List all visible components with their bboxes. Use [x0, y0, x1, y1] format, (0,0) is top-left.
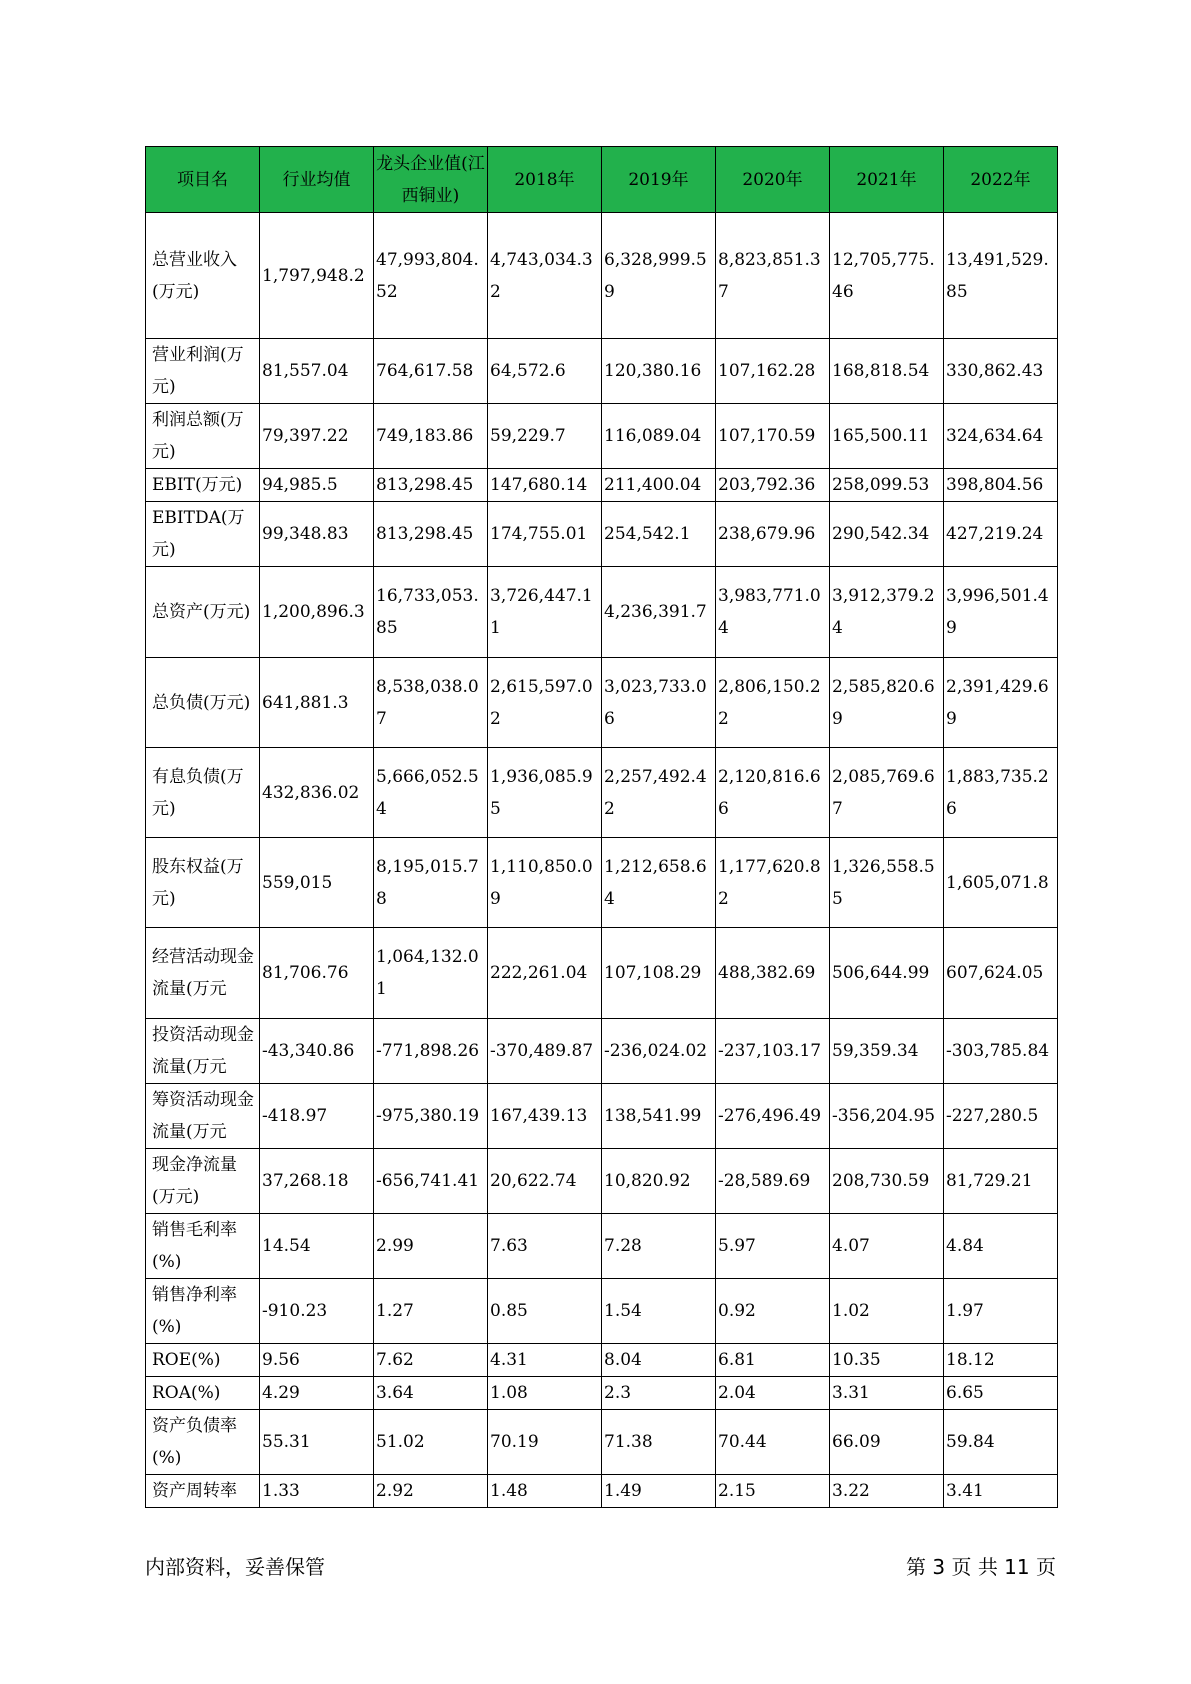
- table-cell: 1.54: [602, 1279, 716, 1344]
- table-cell: 4,743,034.32: [488, 213, 602, 339]
- table-cell: 258,099.53: [830, 469, 944, 502]
- header-year-2022: 2022年: [944, 147, 1058, 213]
- table-cell: 167,439.13: [488, 1084, 602, 1149]
- row-label-cell: 投资活动现金流量(万元: [146, 1019, 260, 1084]
- header-year-2021: 2021年: [830, 147, 944, 213]
- table-cell: 427,219.24: [944, 502, 1058, 567]
- table-cell: 4,236,391.7: [602, 567, 716, 658]
- table-cell: 3,912,379.24: [830, 567, 944, 658]
- table-row: [146, 1019, 1058, 1084]
- table-cell: -236,024.02: [602, 1019, 716, 1084]
- table-cell: 5,666,052.54: [374, 748, 488, 838]
- table-cell: 3.22: [830, 1475, 944, 1508]
- table-cell: 4.07: [830, 1214, 944, 1279]
- table-cell: 641,881.3: [260, 658, 374, 748]
- table-cell: 165,500.11: [830, 404, 944, 469]
- table-cell: -303,785.84: [944, 1019, 1058, 1084]
- table-cell: 1.49: [602, 1475, 716, 1508]
- table-cell: 488,382.69: [716, 928, 830, 1019]
- row-label-cell: 营业利润(万元): [146, 339, 260, 404]
- table-cell: 3,023,733.06: [602, 658, 716, 748]
- row-label-cell: 总营业收入(万元): [146, 213, 260, 339]
- table-cell: 3,983,771.04: [716, 567, 830, 658]
- table-header-row: [146, 147, 1058, 213]
- row-label-cell: 资产负债率(%): [146, 1410, 260, 1475]
- table-cell: 20,622.74: [488, 1149, 602, 1214]
- table-cell: 1,797,948.2: [260, 213, 374, 339]
- table-cell: 2.99: [374, 1214, 488, 1279]
- table-cell: 506,644.99: [830, 928, 944, 1019]
- table-cell: 168,818.54: [830, 339, 944, 404]
- table-cell: -975,380.19: [374, 1084, 488, 1149]
- table-cell: 1,326,558.55: [830, 838, 944, 928]
- financial-data-table: [145, 146, 1058, 1508]
- row-label-cell: 总负债(万元): [146, 658, 260, 748]
- table-body: [146, 213, 1058, 1508]
- table-cell: 59,359.34: [830, 1019, 944, 1084]
- header-item-name: 项目名: [146, 147, 260, 213]
- table-cell: 2,585,820.69: [830, 658, 944, 748]
- table-cell: 16,733,053.85: [374, 567, 488, 658]
- table-cell: 51.02: [374, 1410, 488, 1475]
- table-cell: 4.29: [260, 1377, 374, 1410]
- table-cell: 211,400.04: [602, 469, 716, 502]
- table-cell: 81,706.76: [260, 928, 374, 1019]
- table-cell: 290,542.34: [830, 502, 944, 567]
- row-label-cell: 股东权益(万元): [146, 838, 260, 928]
- table-cell: 0.85: [488, 1279, 602, 1344]
- table-cell: 120,380.16: [602, 339, 716, 404]
- table-cell: 47,993,804.52: [374, 213, 488, 339]
- table-cell: -418.97: [260, 1084, 374, 1149]
- row-label-cell: 资产周转率: [146, 1475, 260, 1508]
- table-cell: 2.3: [602, 1377, 716, 1410]
- header-year-2020: 2020年: [716, 147, 830, 213]
- table-cell: -356,204.95: [830, 1084, 944, 1149]
- table-cell: 81,557.04: [260, 339, 374, 404]
- table-cell: -227,280.5: [944, 1084, 1058, 1149]
- table-row: [146, 339, 1058, 404]
- table-cell: 3,996,501.49: [944, 567, 1058, 658]
- row-label-cell: 筹资活动现金流量(万元: [146, 1084, 260, 1149]
- table-cell: 13,491,529.85: [944, 213, 1058, 339]
- row-label-cell: 总资产(万元): [146, 567, 260, 658]
- header-year-2018: 2018年: [488, 147, 602, 213]
- table-cell: 70.44: [716, 1410, 830, 1475]
- row-label-cell: EBITDA(万元): [146, 502, 260, 567]
- table-cell: 1,936,085.95: [488, 748, 602, 838]
- table-cell: 7.62: [374, 1344, 488, 1377]
- header-industry-average: 行业均值: [260, 147, 374, 213]
- row-label-cell: 经营活动现金流量(万元: [146, 928, 260, 1019]
- row-label-cell: 现金净流量(万元): [146, 1149, 260, 1214]
- table-cell: 1,064,132.01: [374, 928, 488, 1019]
- table-cell: 59,229.7: [488, 404, 602, 469]
- table-cell: 94,985.5: [260, 469, 374, 502]
- table-row: [146, 502, 1058, 567]
- table-cell: 55.31: [260, 1410, 374, 1475]
- table-row: [146, 748, 1058, 838]
- table-row: [146, 1214, 1058, 1279]
- table-cell: 3.41: [944, 1475, 1058, 1508]
- row-label-cell: 有息负债(万元): [146, 748, 260, 838]
- table-cell: 4.31: [488, 1344, 602, 1377]
- table-row: [146, 1377, 1058, 1410]
- table-cell: 2,257,492.42: [602, 748, 716, 838]
- header-year-2019: 2019年: [602, 147, 716, 213]
- table-cell: -28,589.69: [716, 1149, 830, 1214]
- table-cell: 1,200,896.3: [260, 567, 374, 658]
- table-cell: 0.92: [716, 1279, 830, 1344]
- table-cell: 18.12: [944, 1344, 1058, 1377]
- table-cell: 238,679.96: [716, 502, 830, 567]
- table-cell: 6,328,999.59: [602, 213, 716, 339]
- table-cell: 8,538,038.07: [374, 658, 488, 748]
- table-cell: 64,572.6: [488, 339, 602, 404]
- footer-confidential-note: 内部资料，妥善保管: [145, 1555, 325, 1579]
- table-cell: -370,489.87: [488, 1019, 602, 1084]
- header-leading-company: 龙头企业值(江西铜业): [374, 147, 488, 213]
- table-cell: 1.08: [488, 1377, 602, 1410]
- table-cell: 2,391,429.69: [944, 658, 1058, 748]
- table-cell: 813,298.45: [374, 502, 488, 567]
- table-cell: 749,183.86: [374, 404, 488, 469]
- table-cell: 2,085,769.67: [830, 748, 944, 838]
- footer-page-number: 第 3 页 共 11 页: [906, 1555, 1056, 1579]
- table-row: [146, 658, 1058, 748]
- table-cell: 559,015: [260, 838, 374, 928]
- table-row: [146, 1149, 1058, 1214]
- table-cell: 1,883,735.26: [944, 748, 1058, 838]
- table-cell: 1,212,658.64: [602, 838, 716, 928]
- table-cell: 70.19: [488, 1410, 602, 1475]
- table-cell: 1.33: [260, 1475, 374, 1508]
- table-cell: 14.54: [260, 1214, 374, 1279]
- table-cell: 813,298.45: [374, 469, 488, 502]
- table-cell: 222,261.04: [488, 928, 602, 1019]
- table-cell: -910.23: [260, 1279, 374, 1344]
- table-cell: 1,110,850.09: [488, 838, 602, 928]
- table-cell: 2,806,150.22: [716, 658, 830, 748]
- table-cell: 432,836.02: [260, 748, 374, 838]
- table-cell: 203,792.36: [716, 469, 830, 502]
- row-label-cell: EBIT(万元): [146, 469, 260, 502]
- table-row: [146, 838, 1058, 928]
- table-row: [146, 404, 1058, 469]
- table-cell: 6.65: [944, 1377, 1058, 1410]
- table-row: [146, 1475, 1058, 1508]
- table-cell: 147,680.14: [488, 469, 602, 502]
- row-label-cell: ROE(%): [146, 1344, 260, 1377]
- row-label-cell: 销售毛利率(%): [146, 1214, 260, 1279]
- row-label-cell: 利润总额(万元): [146, 404, 260, 469]
- table-cell: 2,120,816.66: [716, 748, 830, 838]
- table-cell: 398,804.56: [944, 469, 1058, 502]
- table-cell: 81,729.21: [944, 1149, 1058, 1214]
- table-cell: 764,617.58: [374, 339, 488, 404]
- table-cell: 10.35: [830, 1344, 944, 1377]
- table-cell: 79,397.22: [260, 404, 374, 469]
- table-cell: 8.04: [602, 1344, 716, 1377]
- row-label-cell: 销售净利率(%): [146, 1279, 260, 1344]
- table-cell: 59.84: [944, 1410, 1058, 1475]
- table-cell: 37,268.18: [260, 1149, 374, 1214]
- table-cell: 9.56: [260, 1344, 374, 1377]
- table-row: [146, 1279, 1058, 1344]
- table-cell: 3,726,447.11: [488, 567, 602, 658]
- table-cell: 99,348.83: [260, 502, 374, 567]
- table-cell: 7.63: [488, 1214, 602, 1279]
- table-cell: 2,615,597.02: [488, 658, 602, 748]
- table-cell: -276,496.49: [716, 1084, 830, 1149]
- table-cell: 1,605,071.8: [944, 838, 1058, 928]
- table-row: [146, 1084, 1058, 1149]
- table-cell: 4.84: [944, 1214, 1058, 1279]
- table-cell: 8,823,851.37: [716, 213, 830, 339]
- table-cell: 607,624.05: [944, 928, 1058, 1019]
- table-row: [146, 1344, 1058, 1377]
- table-cell: 7.28: [602, 1214, 716, 1279]
- table-cell: 1.48: [488, 1475, 602, 1508]
- table-cell: 138,541.99: [602, 1084, 716, 1149]
- table-row: [146, 567, 1058, 658]
- table-row: [146, 1410, 1058, 1475]
- table-cell: 174,755.01: [488, 502, 602, 567]
- table-cell: 330,862.43: [944, 339, 1058, 404]
- table-cell: 6.81: [716, 1344, 830, 1377]
- table-cell: 2.04: [716, 1377, 830, 1410]
- table-cell: 8,195,015.78: [374, 838, 488, 928]
- table-cell: 2.92: [374, 1475, 488, 1508]
- table-cell: 324,634.64: [944, 404, 1058, 469]
- table-cell: 5.97: [716, 1214, 830, 1279]
- table-cell: 1.02: [830, 1279, 944, 1344]
- table-cell: 71.38: [602, 1410, 716, 1475]
- table-row: [146, 213, 1058, 339]
- table-cell: 107,108.29: [602, 928, 716, 1019]
- table-cell: 10,820.92: [602, 1149, 716, 1214]
- table-cell: -771,898.26: [374, 1019, 488, 1084]
- table-cell: 107,170.59: [716, 404, 830, 469]
- table-cell: 66.09: [830, 1410, 944, 1475]
- table-cell: 3.31: [830, 1377, 944, 1410]
- row-label-cell: ROA(%): [146, 1377, 260, 1410]
- table-cell: 1.97: [944, 1279, 1058, 1344]
- table-row: [146, 928, 1058, 1019]
- table-cell: 116,089.04: [602, 404, 716, 469]
- table-row: [146, 469, 1058, 502]
- table-cell: -237,103.17: [716, 1019, 830, 1084]
- table-cell: 12,705,775.46: [830, 213, 944, 339]
- table-cell: -43,340.86: [260, 1019, 374, 1084]
- table-cell: 3.64: [374, 1377, 488, 1410]
- table-cell: 1,177,620.82: [716, 838, 830, 928]
- table-cell: -656,741.41: [374, 1149, 488, 1214]
- table-cell: 208,730.59: [830, 1149, 944, 1214]
- table-cell: 2.15: [716, 1475, 830, 1508]
- table-cell: 254,542.1: [602, 502, 716, 567]
- table-cell: 107,162.28: [716, 339, 830, 404]
- table-cell: 1.27: [374, 1279, 488, 1344]
